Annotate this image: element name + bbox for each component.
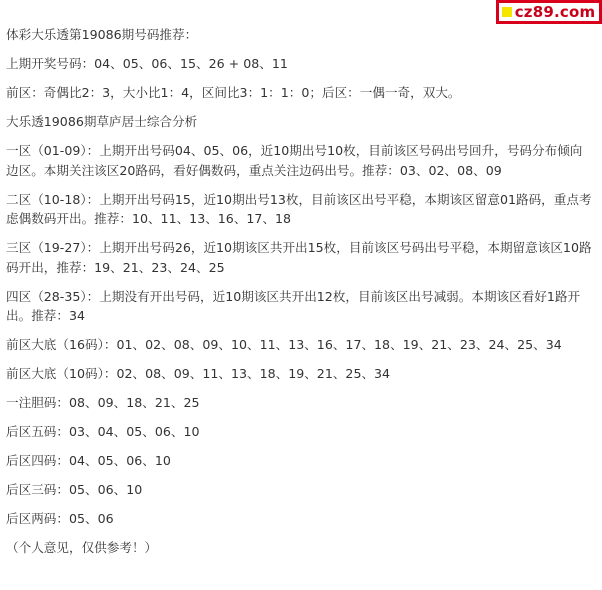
front-pool-16: 前区大底（16码）：01、02、08、09、10、11、13、16、17、18、19、21、23、24、25、34 [6,337,562,352]
watermark-text: cz89.com [514,3,596,21]
zone-four-analysis: 四区（28-35）：上期没有开出号码，近10期该区共开出12枚，目前该区出号减弱。本期该区看好1路开出。推荐：34 [6,288,581,323]
watermark-label-box [499,3,600,21]
zone-three-analysis: 三区（19-27）：上期开出号码26，近10期该区共开出15枚，目前该区号码出号平稳，本期留意该区10路码开出，推荐：19、21、23、24、25 [6,240,592,275]
last-draw-numbers: 上期开奖号码：04、05、06、15、26 + 08、11 [6,56,288,71]
watermark-square-icon [502,7,512,17]
article-body [6,25,594,567]
zone-one-analysis: 一区（01-09）：上期开出号码04、05、06，近10期出号10枚，目前该区号码出号回升，号码分布倾向边区。本期关注该区20路码，看好偶数码，重点关注边码出号。推荐：03、02、08、09 [6,143,583,178]
article-title: 体彩大乐透第19086期号码推荐： [6,27,198,42]
front-zone-ratios: 前区：奇偶比2：3，大小比1：4，区间比3：1：1：0；后区：一偶一奇，双大。 [6,85,461,100]
banker-numbers: 一注胆码：08、09、18、21、25 [6,395,200,410]
back-three-numbers: 后区三码：05、06、10 [6,482,143,497]
back-five-numbers: 后区五码：03、04、05、06、10 [6,424,200,439]
front-pool-10: 前区大底（10码）：02、08、09、11、13、18、19、21、25、34 [6,366,391,381]
site-watermark [496,0,602,24]
disclaimer: （个人意见，仅供参考！） [6,540,158,555]
back-four-numbers: 后区四码：04、05、06、10 [6,453,171,468]
zone-two-analysis: 二区（10-18）：上期开出号码15，近10期出号13枚，目前该区出号平稳，本期该区留意01路码，重点考虑偶数码开出。推荐：10、11、13、16、17、18 [6,191,592,226]
back-two-numbers: 后区两码：05、06 [6,511,114,526]
analysis-heading: 大乐透19086期草庐居士综合分析 [6,114,198,129]
